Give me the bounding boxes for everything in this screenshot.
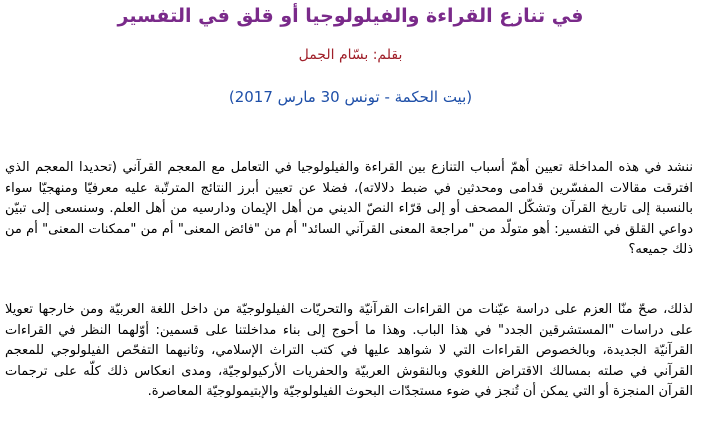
body-paragraph-1: ننشد في هذه المداخلة تعيين أهمّ أسباب التنازع بين القراءة والفيلولوجيا في التعامل مع المعجم القرآني (تحديدا المعجم الذي افترقت مقالات المفسّرين قدامى ومحدثين في ضبط دلالاته)، فضلا عن تعيين أبرز النتائج المترتّبة عليه معرفيّا ومنهجيّا سواء بالنسبة إلى تاريخ القرآن وتشكّل المصحف أو إلى قرّاء النصّ الديني من أهل الإيمان ودارسيه من أهل العلم. وسنسعى إلى تبيّن دواعي القلق في التفسير: أهو متولّد من "مراجعة المعنى القرآني السائد" أم من "فائض المعنى" أم من "ممكنات المعنى" أم من ذلك جميعه؟ — [5, 160, 693, 257]
body-paragraph-2: لذلك، صحّ منّا العزم على دراسة عيّنات من القراءات القرآنيّة والتحريّات الفيلولوجيّة من داخل اللغة العربيّة ومن خارجها تعويلا على دراسات "المستشرقين الجدد" في هذا الباب. وهذا ما أحوج إلى بناء مداخلتنا على قسمين: أوّلهما النظر في القراءات القرآنيّة الجديدة، وبالخصوص القراءات التي لا شواهد عليها في كتب التراث الإسلامي، وثانيهما التفحّص الفيلولوجي للمعجم القرآني في صلته بمسالك الاقتراض اللغوي وبالنقوش العربيّة والحفريات الأركيولوجيّة، ومدى انعكاس ذلك كلّه على ترجمات القرآن المنجزة أو التي يمكن أن تُنجز في ضوء مستجدّات البحوث الفيلولوجيّة والإبتيمولوجيّة المعاصرة. — [5, 302, 693, 399]
venue-date-line: (بيت الحكمة - تونس 30 مارس 2017) — [228, 88, 473, 106]
author-line: بقلم: بسّام الجمل — [298, 47, 403, 63]
article-title: في تنازع القراءة والفيلولوجيا أو قلق في التفسير — [117, 5, 584, 27]
